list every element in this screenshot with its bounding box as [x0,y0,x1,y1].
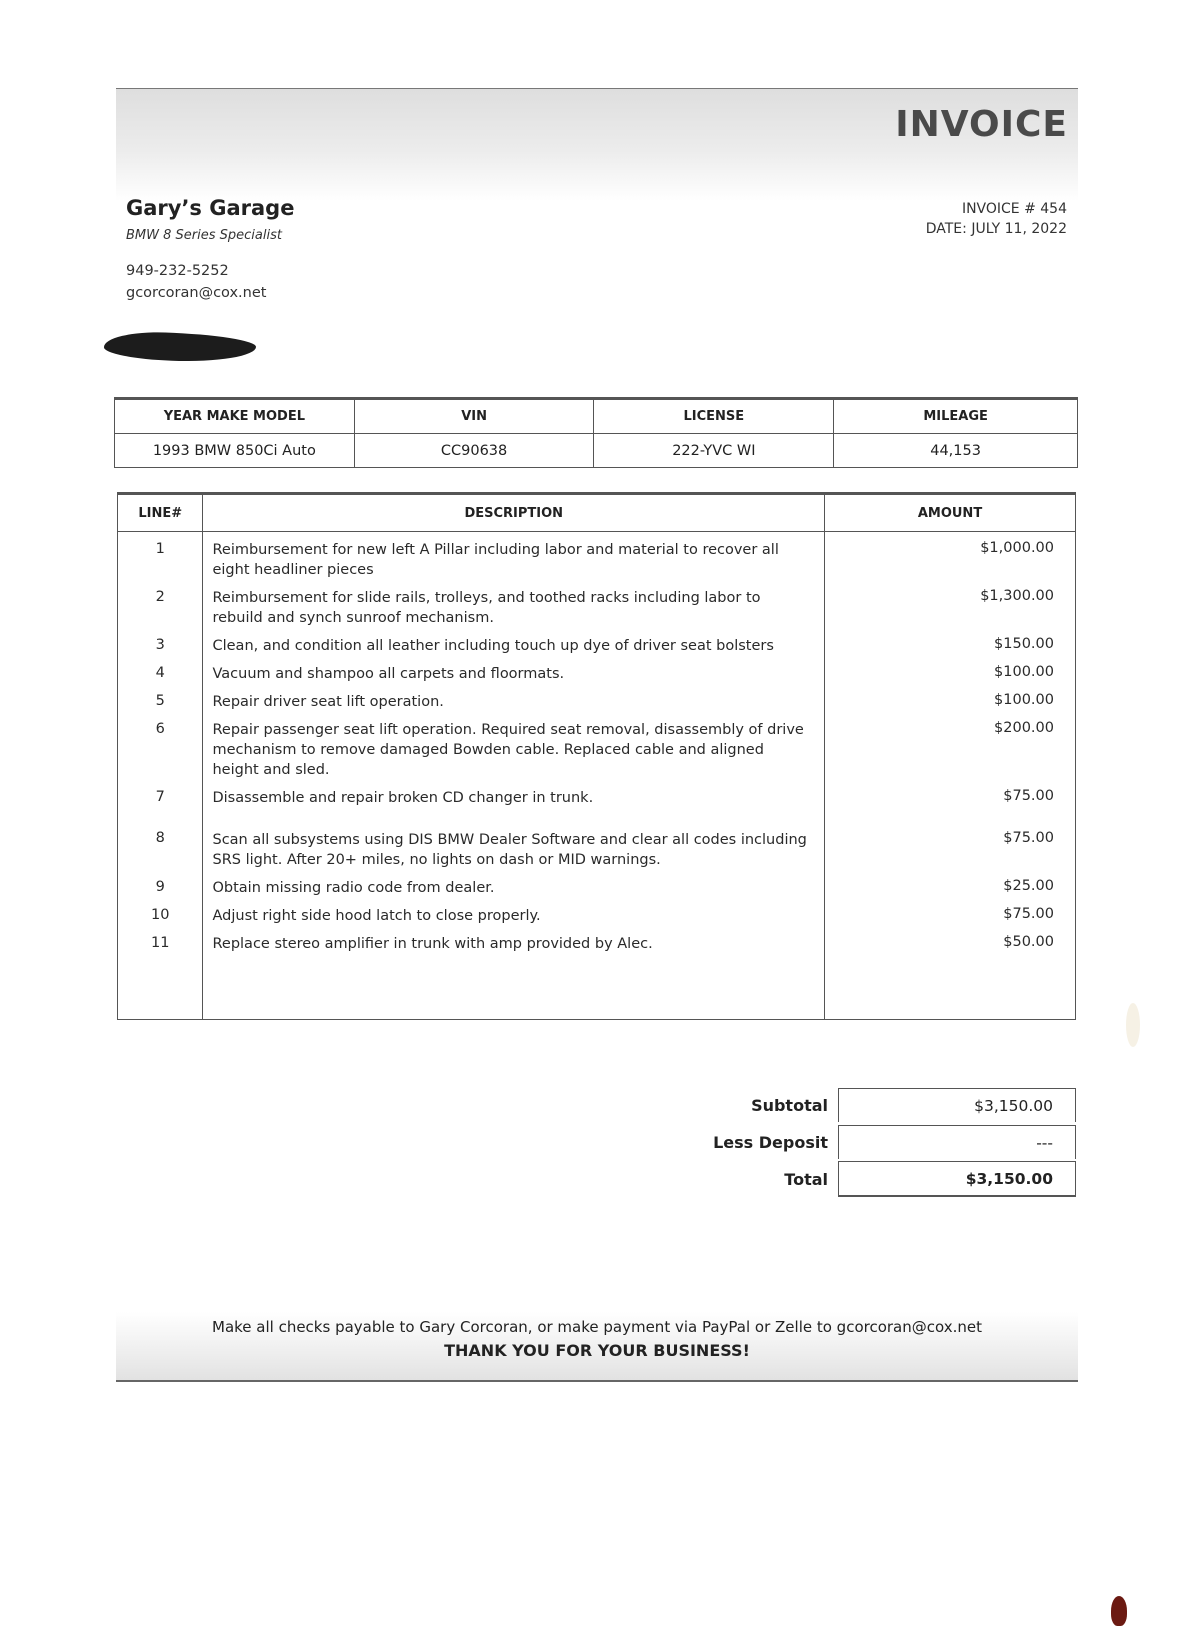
thank-you-note: THANK YOU FOR YOUR BUSINESS! [444,1341,750,1360]
vehicle-value-cell: 44,153 [834,434,1078,468]
description-cell: Clean, and condition all leather including touch up dye of driver seat bolsters [203,628,825,656]
vehicle-value-cell: CC90638 [354,434,594,468]
description-cell: Scan all subsystems using DIS BMW Dealer Software and clear all codes including SRS light. After 20+ miles, no lights on dash or MID warnings. [203,808,825,870]
table-row [118,926,1076,954]
company-email: gcorcoran@cox.net [126,285,267,301]
table-row [118,628,1076,656]
vehicle-header-cell: LICENSE [594,399,834,434]
vehicle-value-cell: 222-YVC WI [594,434,834,468]
line-number-cell: 9 [118,870,203,898]
subtotal-label: Subtotal [751,1096,828,1115]
filler-row [118,954,1076,1020]
invoice-number: INVOICE # 454 [961,201,1067,217]
vehicle-header-cell: YEAR MAKE MODEL [115,399,355,434]
paper-blot [1126,1003,1140,1047]
description-cell: Repair passenger seat lift operation. Required seat removal, disassembly of drive mechanism to remove damaged Bowden cable. Replaced cable and aligned height and sled. [203,712,825,780]
table-row [118,898,1076,926]
empty-cell [825,954,1076,1020]
table-row [118,712,1076,780]
items-header-row [118,494,1076,532]
amount-cell: $75.00 [825,898,1076,926]
empty-cell [118,954,203,1020]
vehicle-table [114,397,1078,468]
vehicle-value-cell: 1993 BMW 850Ci Auto [115,434,355,468]
table-row [118,684,1076,712]
description-cell: Disassemble and repair broken CD changer in trunk. [203,780,825,808]
amount-cell: $1,000.00 [825,532,1076,581]
company-phone: 949-232-5252 [126,263,229,279]
items-header-cell: LINE# [118,494,203,532]
invoice-title: INVOICE [895,104,1068,145]
description-cell: Repair driver seat lift operation. [203,684,825,712]
table-row [118,808,1076,870]
line-number-cell: 7 [118,780,203,808]
vehicle-header-cell: MILEAGE [834,399,1078,434]
subtotal-value: $3,150.00 [838,1088,1076,1122]
line-number-cell: 8 [118,808,203,870]
vehicle-header-cell: VIN [354,399,594,434]
table-row [118,580,1076,628]
description-cell: Adjust right side hood latch to close properly. [203,898,825,926]
amount-cell: $50.00 [825,926,1076,954]
items-header-cell: DESCRIPTION [203,494,825,532]
line-number-cell: 5 [118,684,203,712]
company-name: Gary’s Garage [126,196,295,220]
total-value: $3,150.00 [838,1161,1076,1197]
line-number-cell: 4 [118,656,203,684]
description-cell: Reimbursement for new left A Pillar including labor and material to recover all eight headliner pieces [203,532,825,581]
description-cell: Obtain missing radio code from dealer. [203,870,825,898]
amount-cell: $75.00 [825,808,1076,870]
deposit-value: --- [838,1125,1076,1159]
deposit-label: Less Deposit [713,1133,828,1152]
line-number-cell: 6 [118,712,203,780]
description-cell: Replace stereo amplifier in trunk with amp provided by Alec. [203,926,825,954]
line-number-cell: 3 [118,628,203,656]
line-number-cell: 1 [118,532,203,581]
invoice-date: DATE: JULY 11, 2022 [925,221,1067,237]
total-label: Total [784,1170,828,1189]
vehicle-header-row [115,399,1078,434]
description-cell: Reimbursement for slide rails, trolleys, and toothed racks including labor to rebuild and synch sunroof mechanism. [203,580,825,628]
amount-cell: $100.00 [825,684,1076,712]
line-number-cell: 11 [118,926,203,954]
payment-note: Make all checks payable to Gary Corcoran, or make payment via PayPal or Zelle to gcorcoran@cox.net [212,1318,982,1336]
line-items-table [117,492,1076,1020]
amount-cell: $200.00 [825,712,1076,780]
redaction-mark [104,330,257,363]
company-tagline: BMW 8 Series Specialist [126,228,282,243]
line-number-cell: 2 [118,580,203,628]
empty-cell [203,954,825,1020]
amount-cell: $75.00 [825,780,1076,808]
line-number-cell: 10 [118,898,203,926]
amount-cell: $25.00 [825,870,1076,898]
items-header-cell: AMOUNT [825,494,1076,532]
amount-cell: $150.00 [825,628,1076,656]
table-row [118,780,1076,808]
table-row [118,870,1076,898]
ink-stain [1111,1596,1127,1626]
amount-cell: $1,300.00 [825,580,1076,628]
table-row [118,532,1076,581]
description-cell: Vacuum and shampoo all carpets and floormats. [203,656,825,684]
vehicle-value-row [115,434,1078,468]
items-body [118,532,1076,1020]
table-row [118,656,1076,684]
amount-cell: $100.00 [825,656,1076,684]
